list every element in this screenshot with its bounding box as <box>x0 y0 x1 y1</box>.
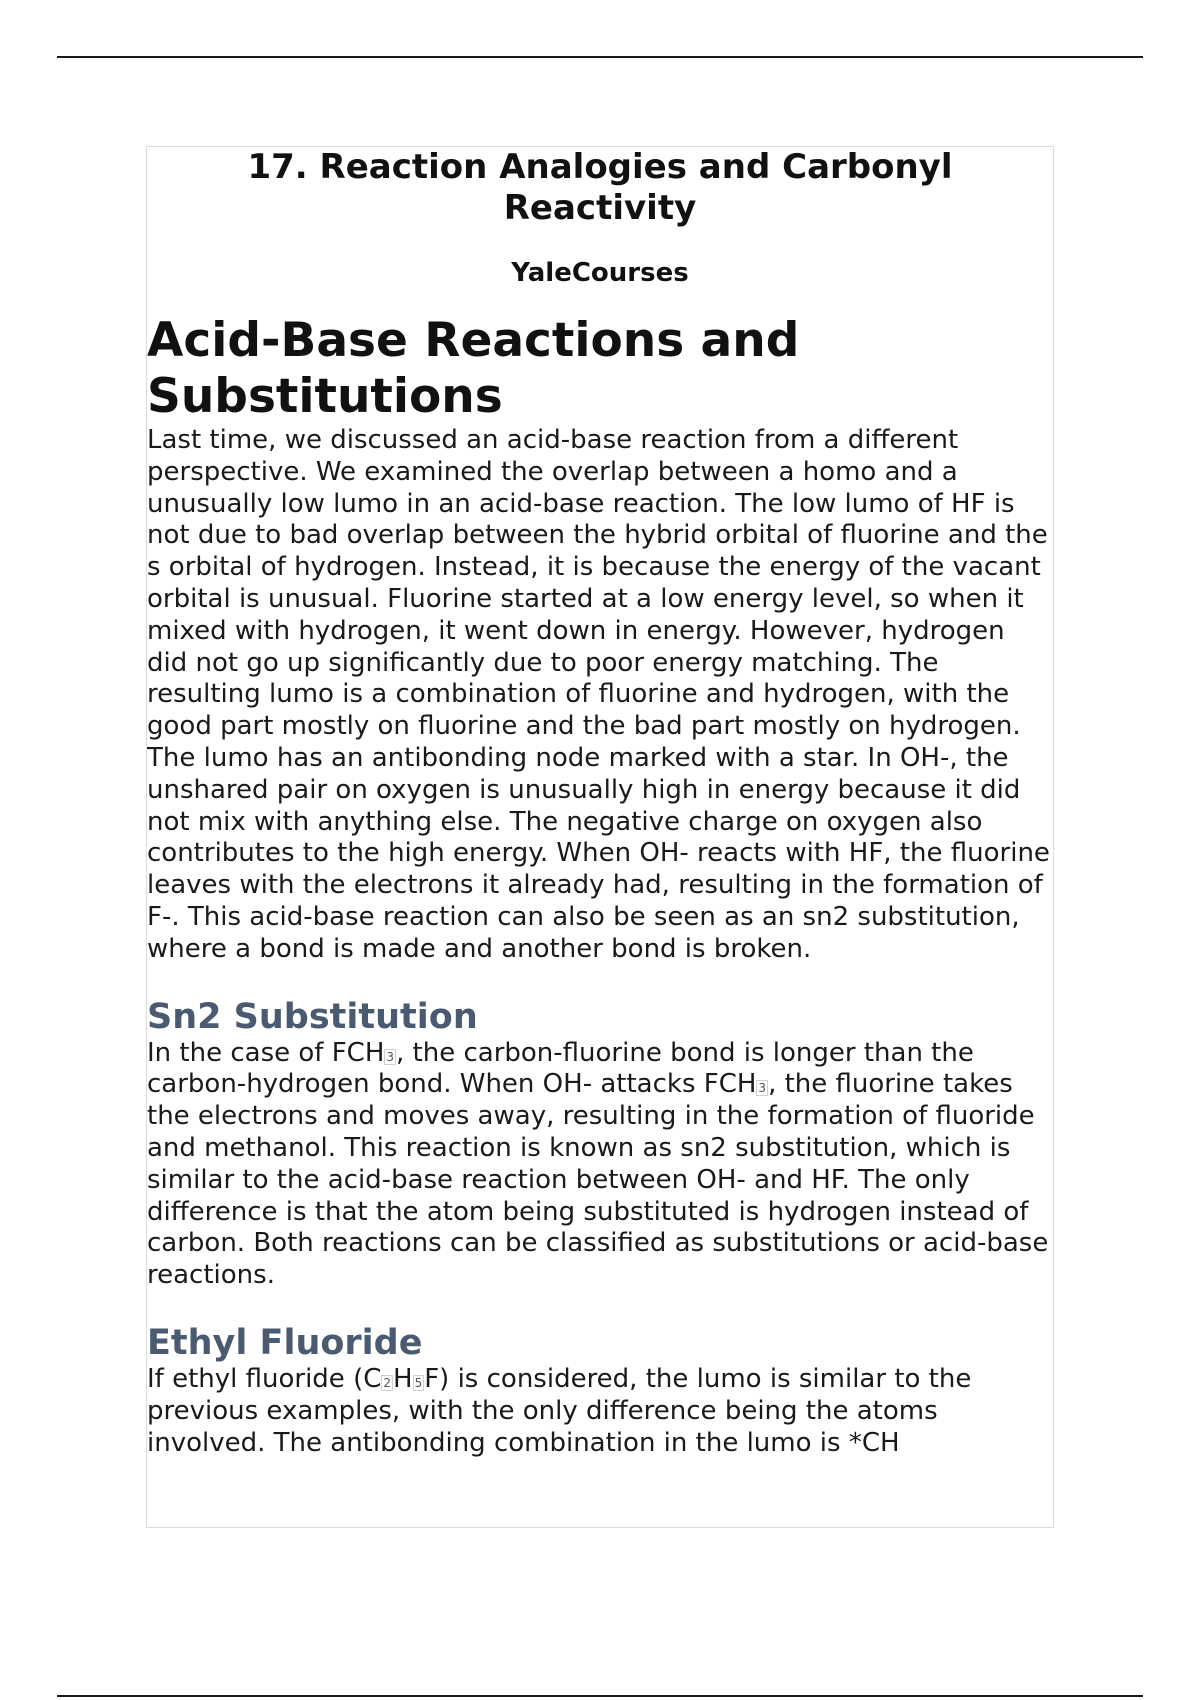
section-paragraph-sn2 <box>147 1038 1053 1292</box>
document-author: YaleCourses <box>511 258 689 288</box>
subscript: 2 <box>383 1375 392 1390</box>
text-run: If ethyl fluoride (C <box>147 1363 382 1394</box>
text-run: , the fluorine takes the electrons and moves away, resulting in the formation of fluoride and methanol. This reaction is known as sn2 substitution, which is similar to the acid-base reaction between OH- and HF. The only difference is that the atom being substituted is hydrogen instead of carbon. Both reactions can be classified as substitutions or acid-base reactions. <box>147 1069 1049 1291</box>
document-title: 17. Reaction Analogies and Carbonyl Reactivity <box>247 147 953 228</box>
top-rule <box>57 56 1143 58</box>
subscript: 3 <box>758 1081 767 1096</box>
document-page <box>146 146 1054 1528</box>
subscript: 3 <box>386 1049 395 1064</box>
text-run: F) is considered, the lumo is similar to the previous examples, with the only difference being the atoms involved. The antibonding combination in the lumo is *CH <box>147 1363 972 1458</box>
text-run: In the case of FCH <box>147 1037 385 1068</box>
text-run: , the carbon-fluorine bond is longer than the carbon-hydrogen bond. When OH- attacks FCH <box>147 1037 974 1100</box>
section-heading-sn2: Sn2 Substitution <box>147 996 478 1037</box>
section-paragraph-ethyl-fluoride <box>147 1364 1053 1459</box>
text-run: H <box>393 1363 413 1394</box>
subscript: 5 <box>414 1375 423 1390</box>
section-heading-acid-base: Acid-Base Reactions and Substitutions <box>147 313 800 424</box>
bottom-rule <box>57 1695 1143 1697</box>
section-heading-ethyl-fluoride: Ethyl Fluoride <box>147 1322 423 1363</box>
section-paragraph-acid-base: Last time, we discussed an acid-base reaction from a different perspective. We examined the overlap between a homo and a unusually low lumo in an acid-base reaction. The low lumo of HF is not due to bad overlap between the hybrid orbital of fluorine and the s orbital of hydrogen. Instead, it is because the energy of the vacant orbital is unusual. Fluorine started at a low energy level, so when it mixed with hydrogen, it went down in energy. However, hydrogen did not go up significantly due to poor energy matching. The resulting lumo is a combination of fluorine and hydrogen, with the good part mostly on fluorine and the bad part mostly on hydrogen. The lumo has an antibonding node marked with a star. In OH-, the unshared pair on oxygen is unusually high in energy because it did not mix with anything else. The negative charge on oxygen also contributes to the high energy. When OH- reacts with HF, the fluorine leaves with the electrons it already had, resulting in the formation of F-. This acid-base reaction can also be seen as an sn2 substitution, where a bond is made and another bond is broken. <box>147 425 1050 964</box>
